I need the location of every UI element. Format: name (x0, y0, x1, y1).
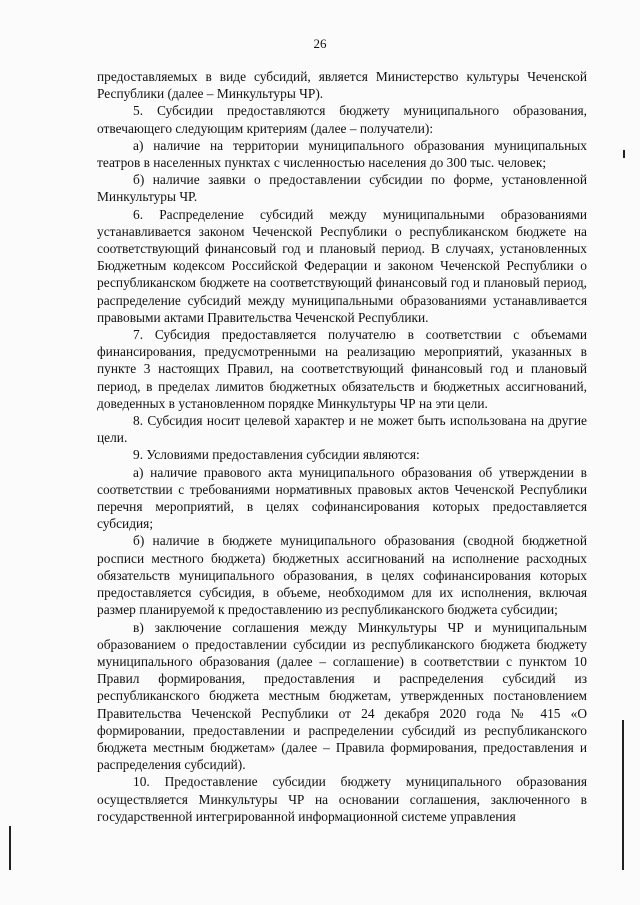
paragraph-9b: б) наличие в бюджете муниципального образования (сводной бюджетной росписи местного бюджета) бюджетных ассигнований на исполнение расходных обязательств муниципального образования, в целях софинансирования которых предоставляется субсидия, в объеме, необходимом для их исполнения, включая размер планируемой к предоставлению из республиканского бюджета субсидии; (97, 533, 587, 618)
scan-edge-mark (622, 720, 624, 870)
document-body (97, 68, 587, 825)
paragraph-5: 5. Субсидии предоставляются бюджету муниципального образования, отвечающего следующим критериям (далее – получатели): (97, 103, 587, 136)
page-number: 26 (313, 36, 327, 51)
paragraph-9: 9. Условиями предоставления субсидии являются: (133, 447, 420, 463)
paragraph-8: 8. Субсидия носит целевой характер и не может быть использована на другие цели. (97, 413, 587, 446)
paragraph-10: 10. Предоставление субсидии бюджету муниципального образования осуществляется Минкультуры ЧР на основании соглашения, заключенного в государственной интегрированной информационной системе управления (97, 774, 587, 824)
paragraph-9a: а) наличие правового акта муниципального образования об утверждении в соответствии с требованиями нормативных правовых актов Чеченской Республики перечня мероприятий, в целях софинансирования которых предоставляется субсидия; (97, 464, 587, 532)
paragraph-7: 7. Субсидия предоставляется получателю в соответствии с объемами финансирования, предусмотренными на реализацию мероприятий, указанных в пункте 3 настоящих Правил, на соответствующий финансовый год и плановый период, в пределах лимитов бюджетных обязательств и бюджетных ассигнований, доведенных в установленном порядке Минкультуры ЧР на эти цели. (97, 327, 587, 411)
paragraph-5a: а) наличие на территории муниципального образования муниципальных театров в населенных пунктах с численностью населения до 300 тыс. человек; (97, 137, 587, 171)
scan-edge-mark (623, 150, 625, 158)
paragraph-9c: в) заключение соглашения между Минкультуры ЧР и муниципальным образованием о предоставлении субсидии из республиканского бюджета бюджету муниципального образования (далее – соглашение) в соответствии с пунктом 10 Правил формирования, предоставления и распределения субсидий из республиканского бюджета местным бюджетам, утвержденных постановлением Правительства Чеченской Республики от 24 декабря 2020 года № 415 «О формировании, предоставлении и распределении субсидий из республиканского бюджета местным бюджетам» (далее – Правила формирования, предоставления и распределения субсидий). (97, 619, 587, 773)
paragraph-5b: б) наличие заявки о предоставлении субсидии по форме, установленной Минкультуры ЧР. (97, 172, 587, 205)
scan-edge-mark (9, 826, 11, 870)
paragraph-continuation: предоставляемых в виде субсидий, является Министерство культуры Чеченской Республики (далее – Минкультуры ЧР). (97, 69, 587, 102)
paragraph-6: 6. Распределение субсидий между муниципальными образованиями устанавливается законом Чеченской Республики о республиканском бюджете на соответствующий финансовый год и плановый период. В случаях, установленных Бюджетным кодексом Российской Федерации и законом Чеченской Республики о республиканском бюджете на соответствующий финансовый год и плановый период, распределение субсидий между муниципальными образованиями устанавливается правовыми актами Правительства Чеченской Республики. (97, 206, 587, 325)
